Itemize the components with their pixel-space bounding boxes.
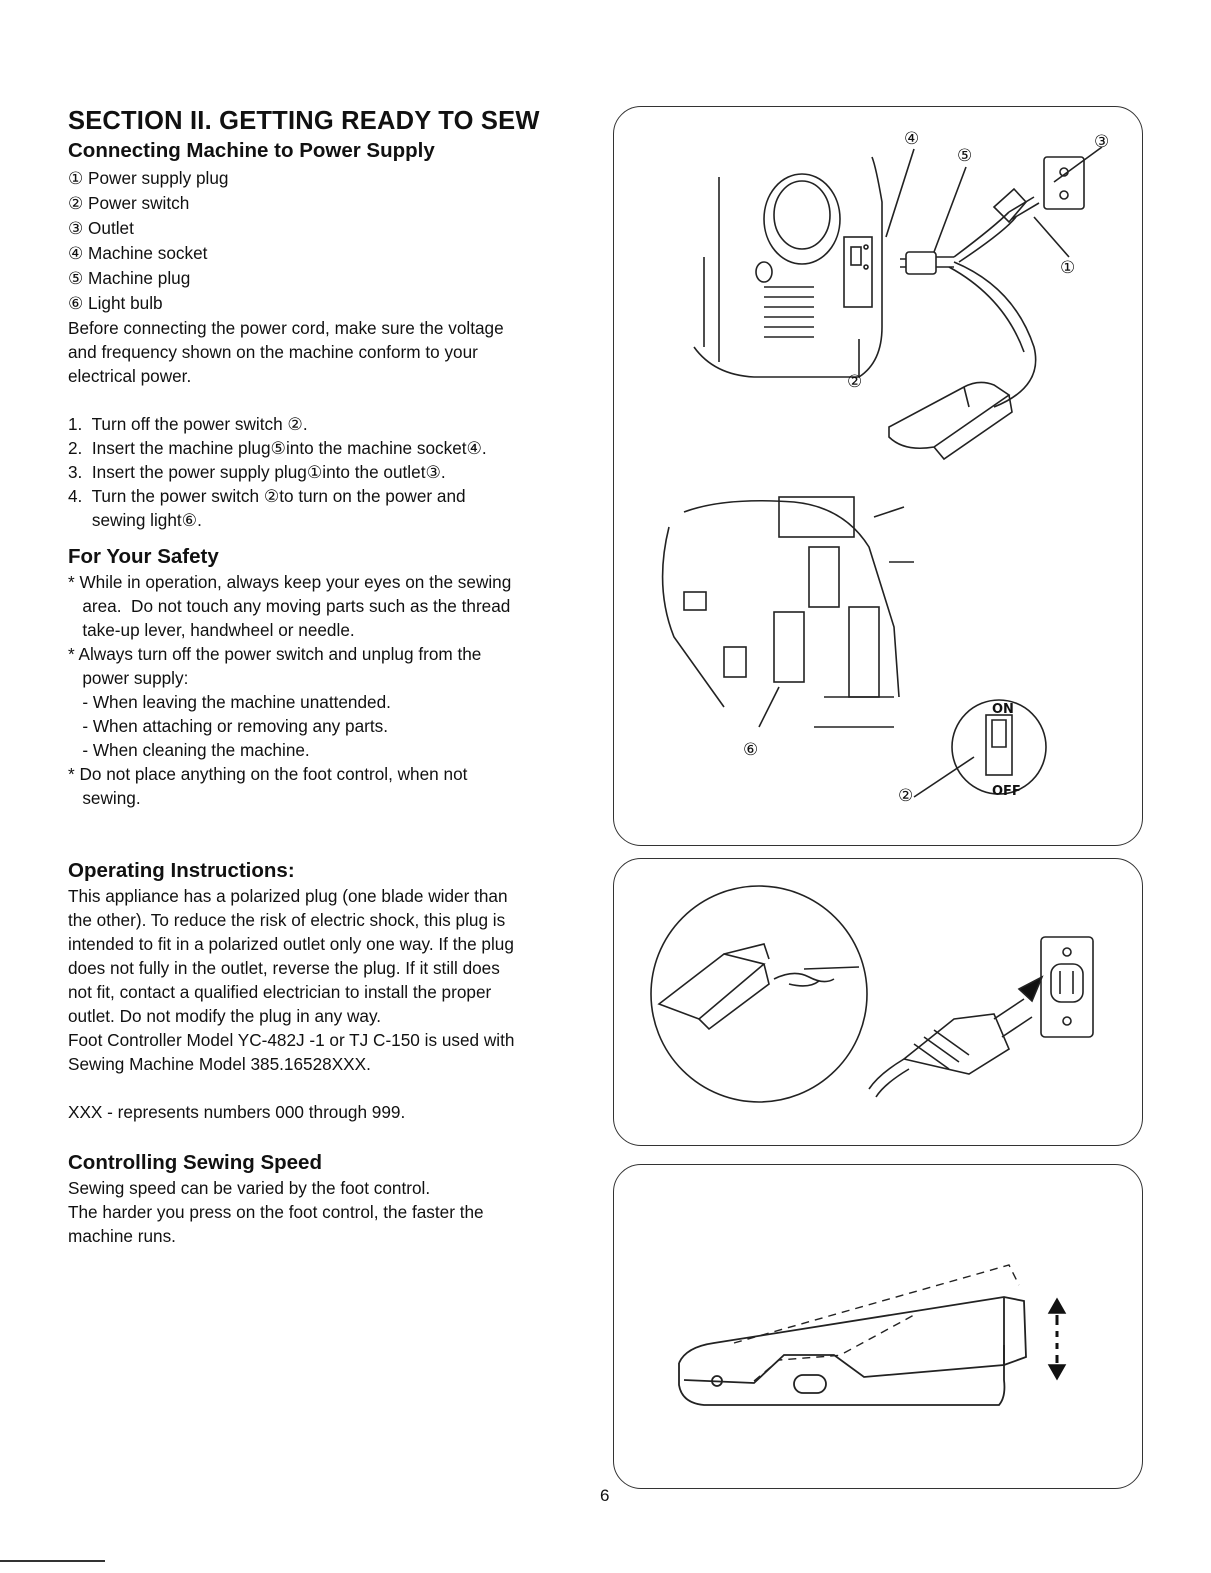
safety-list: * While in operation, always keep your eyes on the sewing area. Do not touch any moving parts such as the thread take-up lever, handwheel or needle. * Always turn off the power switch and unplug from the power supply: - When leaving the machine unattended. - When attaching or removing any parts. - When cleaning the machine. * Do not place anything on the foot control, when not sewing.: [68, 572, 512, 808]
foot-control-illustration: [614, 1165, 1142, 1488]
switch-on-label: ON: [992, 702, 1014, 717]
part-item: ④ Machine socket: [68, 243, 208, 263]
step-item: 2. Insert the machine plug⑤into the machine socket④.: [68, 438, 487, 458]
parts-list: [68, 166, 598, 316]
operating-paragraph: This appliance has a polarized plug (one blade wider than the other). To reduce the risk of electric shock, this plug is intended to fit in a polarized outlet only one way. If the plug does not fully in the outlet, reverse the plug. If it still does not fit, contact a qualified electrician to install the proper outlet. Do not modify the plug in any way. Foot Controller Model YC-482J -1 or TJ C-150 is used with Sewing Machine Model 385.16528XXX.: [68, 886, 515, 1074]
speed-heading: Controlling Sewing Speed: [68, 1151, 322, 1174]
page-number: 6: [600, 1486, 610, 1505]
speed-paragraph: Sewing speed can be varied by the foot control. The harder you press on the foot control, the faster the machine runs.: [68, 1178, 484, 1246]
figure-power-connection: [613, 106, 1143, 846]
operating-heading: Operating Instructions:: [68, 859, 295, 882]
part-item: ① Power supply plug: [68, 168, 229, 188]
callout-2-top: ②: [847, 372, 863, 392]
switch-off-label: OFF: [992, 784, 1021, 799]
steps-list: [68, 412, 598, 532]
step-item: sewing light⑥.: [68, 510, 202, 530]
figure-foot-control: [613, 1164, 1143, 1489]
model-note: XXX - represents numbers 000 through 999.: [68, 1102, 406, 1122]
safety-heading: For Your Safety: [68, 545, 219, 568]
callout-2-bottom: ②: [898, 786, 914, 806]
step-item: 4. Turn the power switch ②to turn on the power and: [68, 486, 466, 506]
figure-polarized-plug: [613, 858, 1143, 1146]
footer-rule: [0, 1560, 105, 1562]
callout-6: ⑥: [743, 740, 759, 760]
callout-3: ③: [1094, 132, 1110, 152]
section-title: SECTION II. GETTING READY TO SEW: [68, 107, 540, 135]
callout-4: ④: [904, 129, 920, 149]
text-column: [68, 104, 598, 1248]
intro-paragraph: Before connecting the power cord, make sure the voltage and frequency shown on the machine conform to your electrical power.: [68, 318, 504, 386]
part-item: ③ Outlet: [68, 218, 134, 238]
part-item: ② Power switch: [68, 193, 190, 213]
part-item: ⑥ Light bulb: [68, 293, 163, 313]
power-connection-illustration: [614, 107, 1142, 845]
part-item: ⑤ Machine plug: [68, 268, 191, 288]
callout-1: ①: [1060, 258, 1076, 278]
callout-5: ⑤: [957, 146, 973, 166]
step-item: 3. Insert the power supply plug①into the outlet③.: [68, 462, 446, 482]
step-item: 1. Turn off the power switch ②.: [68, 414, 308, 434]
connecting-heading: Connecting Machine to Power Supply: [68, 139, 435, 162]
polarized-plug-illustration: [614, 859, 1142, 1145]
